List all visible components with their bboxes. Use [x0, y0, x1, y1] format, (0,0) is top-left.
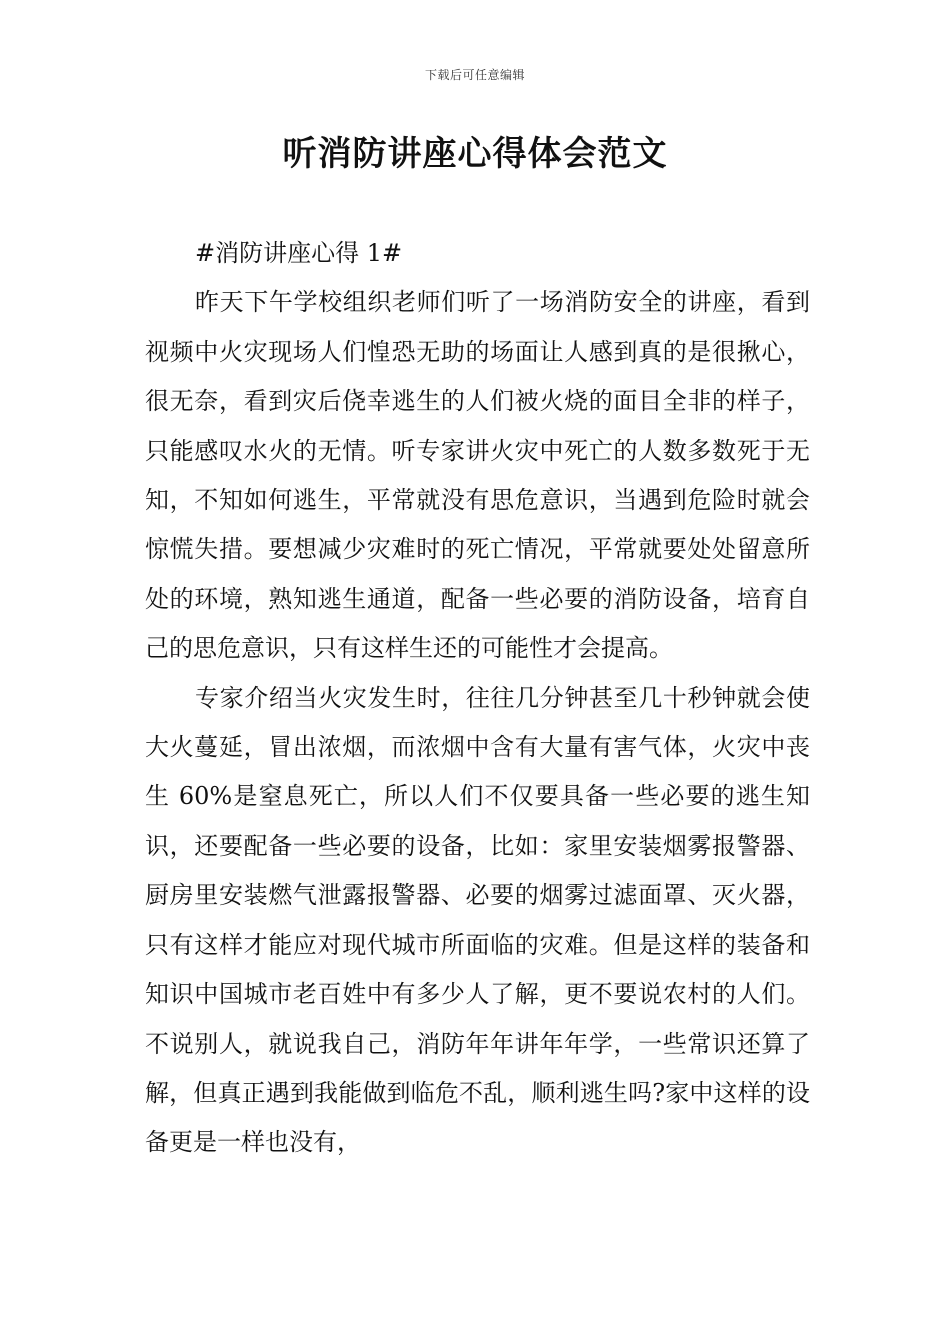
header-note: 下载后可任意编辑 [424, 68, 525, 82]
document-body [145, 229, 810, 1168]
document-title: 听消防讲座心得体会范文 [282, 134, 668, 174]
paragraph-1: 昨天下午学校组织老师们听了一场消防安全的讲座，看到视频中火灾现场人们惶恐无助的场面让人感到真的是很揪心，很无奈，看到灾后侥幸逃生的人们被火烧的面目全非的样子，只能感叹水火的无情。听专家讲火灾中死亡的人数多数死于无知，不知如何逃生，平常就没有思危意识，当遇到危险时就会惊慌失措。要想减少灾难时的死亡情况，平常就要处处留意所处的环境，熟知逃生通道，配备一些必要的消防设备，培育自己的思危意识，只有这样生还的可能性才会提高。 [145, 288, 810, 663]
section-heading: #消防讲座心得 1# [195, 239, 403, 267]
paragraph-2: 专家介绍当火灾发生时，往往几分钟甚至几十秒钟就会使大火蔓延，冒出浓烟，而浓烟中含有大量有害气体，火灾中丧生 60%是窒息死亡，所以人们不仅要具备一些必要的逃生知识，还要配备一些必要的设备，比如：家里安装烟雾报警器、厨房里安装燃气泄露报警器、必要的烟雾过滤面罩、灭火器，只有这样才能应对现代城市所面临的灾难。但是这样的装备和知识中国城市老百姓中有多少人了解，更不要说农村的人们。不说别人，就说我自己，消防年年讲年年学，一些常识还算了解，但真正遇到我能做到临危不乱，顺利逃生吗?家中这样的设备更是一样也没有， [145, 683, 810, 1157]
